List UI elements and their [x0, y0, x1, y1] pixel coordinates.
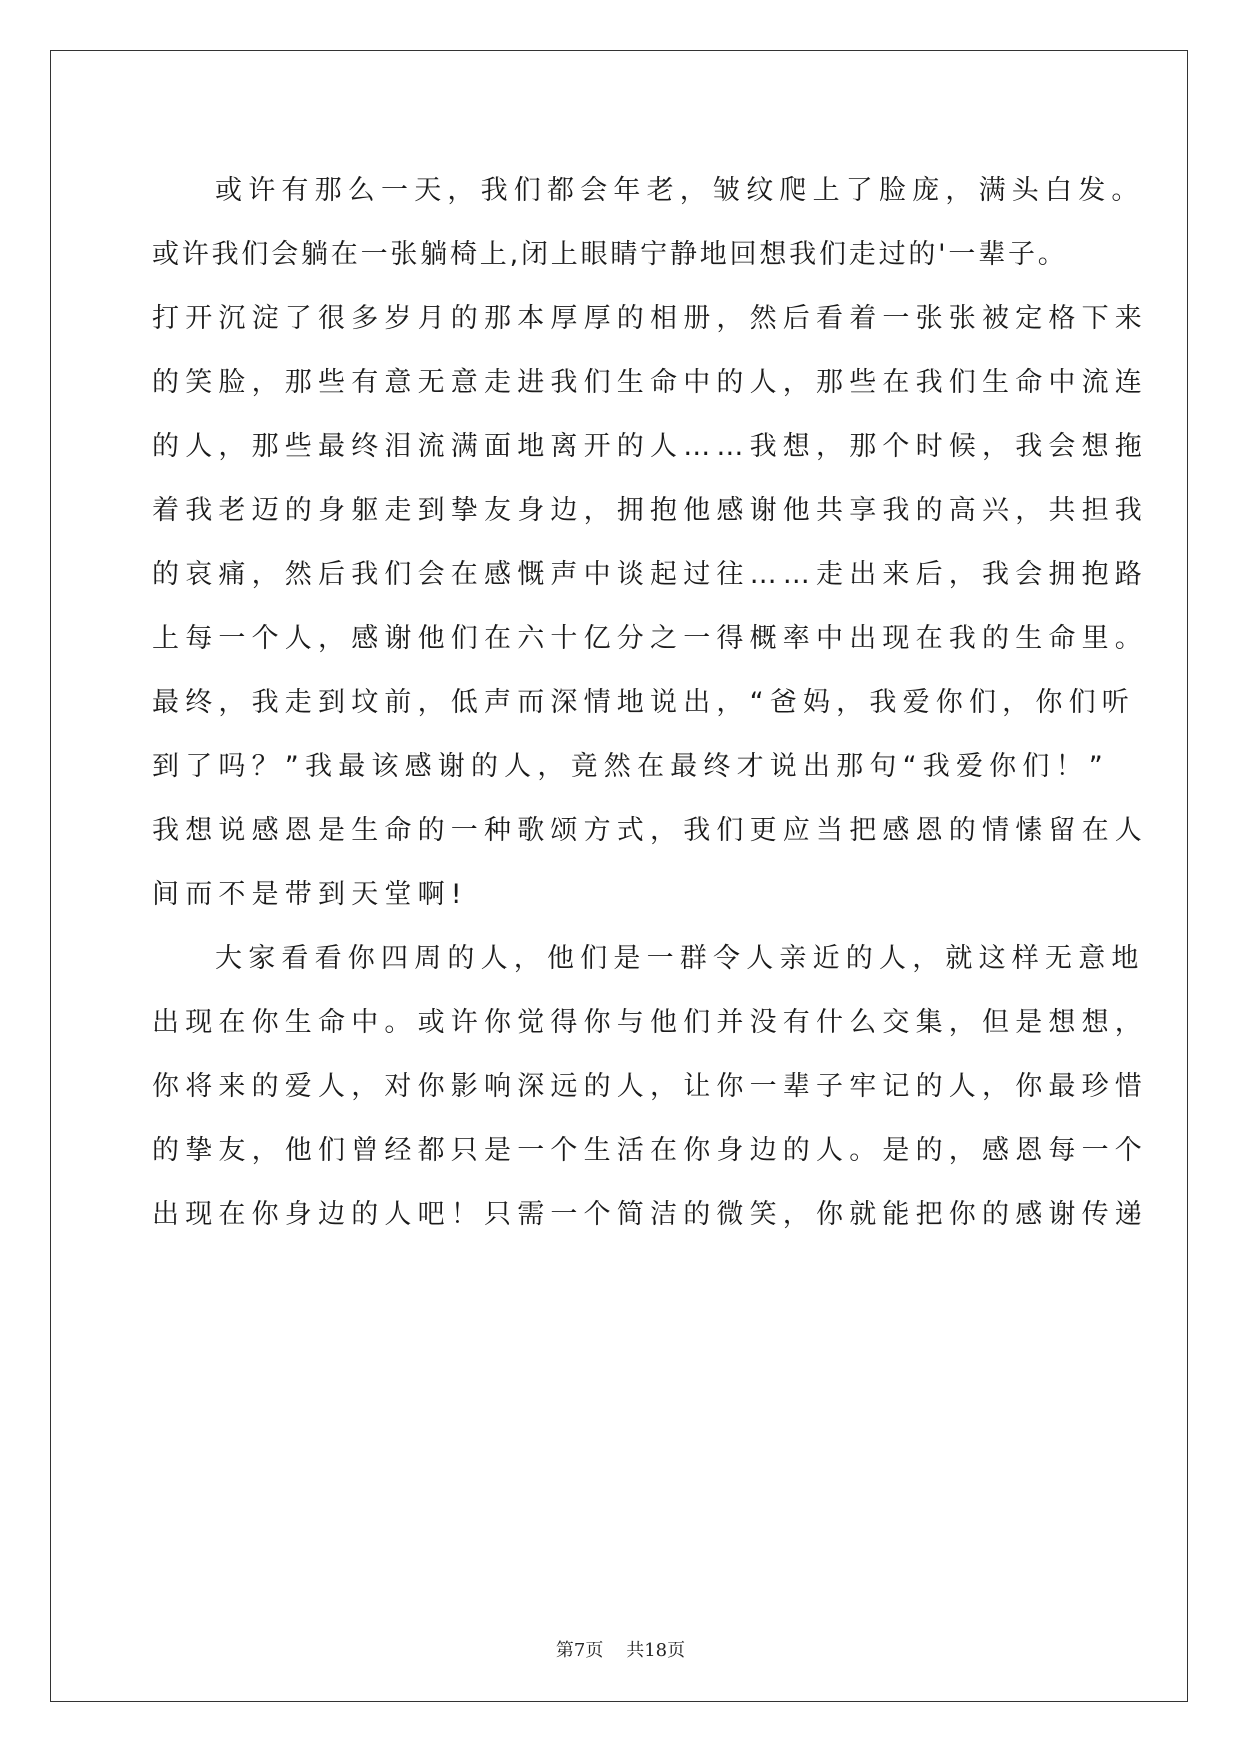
page-number: 第7页 共18页: [555, 1640, 686, 1661]
paragraph-line: 的笑脸，那些有意无意走进我们生命中的人，那些在我们生命中流连: [152, 367, 1148, 398]
paragraph-line: 间而不是带到天堂啊!: [152, 879, 468, 910]
paragraph-line: 上每一个人，感谢他们在六十亿分之一得概率中出现在我的生命里。: [152, 623, 1148, 654]
paragraph-line: 出现在你身边的人吧！只需一个简洁的微笑，你就能把你的感谢传递: [152, 1199, 1148, 1230]
paragraph-line: 或许我们会躺在一张躺椅上,闭上眼睛宁静地回想我们走过的'一辈子。: [152, 239, 1068, 270]
paragraph-line: 打开沉淀了很多岁月的那本厚厚的相册，然后看着一张张被定格下来: [152, 303, 1148, 334]
paragraph-line: 大家看看你四周的人，他们是一群令人亲近的人，就这样无意地: [215, 943, 1145, 974]
paragraph-line: 的哀痛，然后我们会在感慨声中谈起过往……走出来后，我会拥抱路: [152, 559, 1148, 590]
page-border: [50, 50, 1188, 1702]
paragraph-line: 着我老迈的身躯走到挚友身边，拥抱他感谢他共享我的高兴，共担我: [152, 495, 1148, 526]
paragraph-line: 到了吗？”我最该感谢的人，竟然在最终才说出那句“我爱你们！”: [152, 751, 1109, 782]
paragraph-line: 我想说感恩是生命的一种歌颂方式，我们更应当把感恩的情愫留在人: [152, 815, 1148, 846]
paragraph-line: 的人，那些最终泪流满面地离开的人……我想，那个时候，我会想拖: [152, 431, 1148, 462]
paragraph-line: 的挚友，他们曾经都只是一个生活在你身边的人。是的，感恩每一个: [152, 1135, 1148, 1166]
paragraph-line: 你将来的爱人，对你影响深远的人，让你一辈子牢记的人，你最珍惜: [152, 1071, 1148, 1102]
paragraph-line: 或许有那么一天，我们都会年老，皱纹爬上了脸庞，满头白发。: [215, 175, 1145, 206]
paragraph-line: 最终，我走到坟前，低声而深情地说出，“爸妈，我爱你们，你们听: [152, 687, 1135, 718]
paragraph-line: 出现在你生命中。或许你觉得你与他们并没有什么交集，但是想想，: [152, 1007, 1148, 1038]
